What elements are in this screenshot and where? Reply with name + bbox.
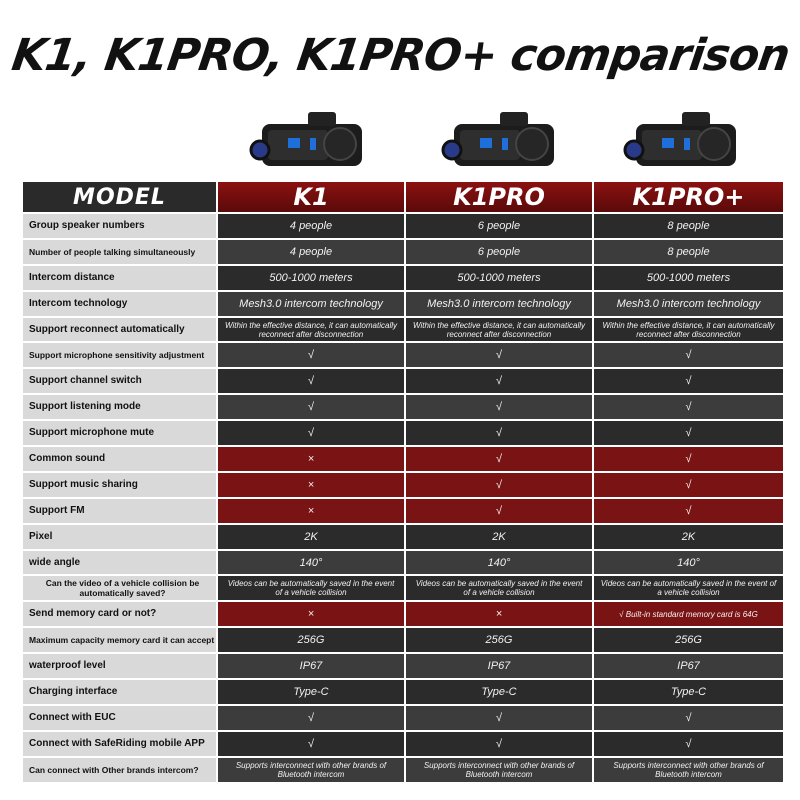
value-cell: 256G xyxy=(594,628,783,654)
value-cell: 140° xyxy=(406,551,594,577)
value-cell: √ xyxy=(406,421,594,447)
value-cell: √ xyxy=(406,473,594,499)
row-label: waterproof level xyxy=(23,654,218,680)
value-cell: Videos can be automatically saved in the event of a vehicle collision xyxy=(218,576,406,602)
table-row xyxy=(23,343,783,369)
value-cell: 2K xyxy=(218,525,406,551)
value-cell: √ xyxy=(594,706,783,732)
comparison-table xyxy=(23,182,783,784)
row-label: Common sound xyxy=(23,447,218,473)
device-image-k1 xyxy=(248,104,378,182)
value-cell: 140° xyxy=(218,551,406,577)
row-label: Charging interface xyxy=(23,680,218,706)
value-cell: × xyxy=(218,602,406,628)
table-row xyxy=(23,602,783,628)
value-cell: 500-1000 meters xyxy=(218,266,406,292)
value-cell: Supports interconnect with other brands of Bluetooth intercom xyxy=(594,758,783,784)
value-cell: √ xyxy=(594,421,783,447)
row-label: Connect with SafeRiding mobile APP xyxy=(23,732,218,758)
value-cell: 6 people xyxy=(406,240,594,266)
value-cell: 500-1000 meters xyxy=(594,266,783,292)
device-image-k1pro-plus xyxy=(622,104,752,182)
table-row xyxy=(23,499,783,525)
helmet-intercom-icon xyxy=(622,104,752,182)
row-label: Support FM xyxy=(23,499,218,525)
value-cell: Type-C xyxy=(218,680,406,706)
value-cell: 256G xyxy=(406,628,594,654)
table-row xyxy=(23,758,783,784)
table-row xyxy=(23,473,783,499)
table-row xyxy=(23,369,783,395)
table-row xyxy=(23,240,783,266)
value-cell: 4 people xyxy=(218,240,406,266)
row-label: Support music sharing xyxy=(23,473,218,499)
value-cell: 140° xyxy=(594,551,783,577)
value-cell: √ xyxy=(594,395,783,421)
table-row xyxy=(23,421,783,447)
row-label: Intercom distance xyxy=(23,266,218,292)
helmet-intercom-icon xyxy=(248,104,378,182)
row-label: Maximum capacity memory card it can accept xyxy=(23,628,218,654)
value-cell: 2K xyxy=(406,525,594,551)
value-cell: 256G xyxy=(218,628,406,654)
row-label: Can connect with Other brands intercom? xyxy=(23,758,218,784)
value-cell: 8 people xyxy=(594,240,783,266)
row-label: Connect with EUC xyxy=(23,706,218,732)
table-row xyxy=(23,732,783,758)
value-cell: √ xyxy=(594,369,783,395)
table-row xyxy=(23,318,783,344)
value-cell: √ xyxy=(406,499,594,525)
value-cell: √ xyxy=(594,732,783,758)
row-label: Support microphone mute xyxy=(23,421,218,447)
value-cell: √ xyxy=(218,706,406,732)
value-cell: Videos can be automatically saved in the event of a vehicle collision xyxy=(594,576,783,602)
value-cell: IP67 xyxy=(594,654,783,680)
page-title: K1, K1PRO, K1PRO+ comparison xyxy=(8,30,793,81)
value-cell: Type-C xyxy=(594,680,783,706)
table-row xyxy=(23,292,783,318)
table-row xyxy=(23,214,783,240)
value-cell: × xyxy=(406,602,594,628)
row-label: Intercom technology xyxy=(23,292,218,318)
table-row xyxy=(23,706,783,732)
value-cell: √ xyxy=(594,499,783,525)
value-cell: Within the effective distance, it can automatically reconnect after disconnection xyxy=(594,318,783,344)
value-cell: √ xyxy=(594,447,783,473)
value-cell: √ xyxy=(218,343,406,369)
row-label: Support reconnect automatically xyxy=(23,318,218,344)
value-cell: √ xyxy=(406,369,594,395)
table-row xyxy=(23,551,783,577)
value-cell: 2K xyxy=(594,525,783,551)
value-cell: Within the effective distance, it can automatically reconnect after disconnection xyxy=(218,318,406,344)
device-image-k1pro xyxy=(440,104,570,182)
row-label: Can the video of a vehicle collision be automatically saved? xyxy=(23,576,218,602)
value-cell: Supports interconnect with other brands of Bluetooth intercom xyxy=(406,758,594,784)
table-row xyxy=(23,628,783,654)
value-cell: × xyxy=(218,473,406,499)
value-cell: √ xyxy=(406,395,594,421)
value-cell: 6 people xyxy=(406,214,594,240)
value-cell: √ xyxy=(594,343,783,369)
value-cell: Mesh3.0 intercom technology xyxy=(594,292,783,318)
row-label: Group speaker numbers xyxy=(23,214,218,240)
value-cell: √ xyxy=(218,395,406,421)
row-label: Pixel xyxy=(23,525,218,551)
table-row xyxy=(23,576,783,602)
value-cell: √ xyxy=(406,732,594,758)
product-header-k1pro: K1PRO xyxy=(406,182,594,214)
value-cell: 8 people xyxy=(594,214,783,240)
row-label: wide angle xyxy=(23,551,218,577)
value-cell: Mesh3.0 intercom technology xyxy=(406,292,594,318)
value-cell: Mesh3.0 intercom technology xyxy=(218,292,406,318)
table-row xyxy=(23,266,783,292)
model-header: MODEL xyxy=(23,182,218,214)
value-cell: × xyxy=(218,447,406,473)
row-label: Support channel switch xyxy=(23,369,218,395)
row-label: Support microphone sensitivity adjustment xyxy=(23,343,218,369)
product-header-k1pro-plus: K1PRO+ xyxy=(594,182,783,214)
value-cell: Supports interconnect with other brands of Bluetooth intercom xyxy=(218,758,406,784)
row-label: Number of people talking simultaneously xyxy=(23,240,218,266)
row-label: Send memory card or not? xyxy=(23,602,218,628)
value-cell: √ xyxy=(218,369,406,395)
value-cell: √ xyxy=(406,343,594,369)
table-row xyxy=(23,525,783,551)
product-header-k1: K1 xyxy=(218,182,406,214)
value-cell: √ xyxy=(218,421,406,447)
value-cell: √ xyxy=(218,732,406,758)
value-cell: √ Built-in standard memory card is 64G xyxy=(594,602,783,628)
table-row xyxy=(23,447,783,473)
table-row xyxy=(23,395,783,421)
value-cell: 4 people xyxy=(218,214,406,240)
value-cell: √ xyxy=(406,447,594,473)
value-cell: IP67 xyxy=(406,654,594,680)
row-label: Support listening mode xyxy=(23,395,218,421)
value-cell: √ xyxy=(406,706,594,732)
table-header-row xyxy=(23,182,783,214)
helmet-intercom-icon xyxy=(440,104,570,182)
value-cell: IP67 xyxy=(218,654,406,680)
value-cell: × xyxy=(218,499,406,525)
value-cell: 500-1000 meters xyxy=(406,266,594,292)
value-cell: √ xyxy=(594,473,783,499)
value-cell: Type-C xyxy=(406,680,594,706)
value-cell: Within the effective distance, it can automatically reconnect after disconnection xyxy=(406,318,594,344)
table-row xyxy=(23,680,783,706)
table-row xyxy=(23,654,783,680)
value-cell: Videos can be automatically saved in the event of a vehicle collision xyxy=(406,576,594,602)
